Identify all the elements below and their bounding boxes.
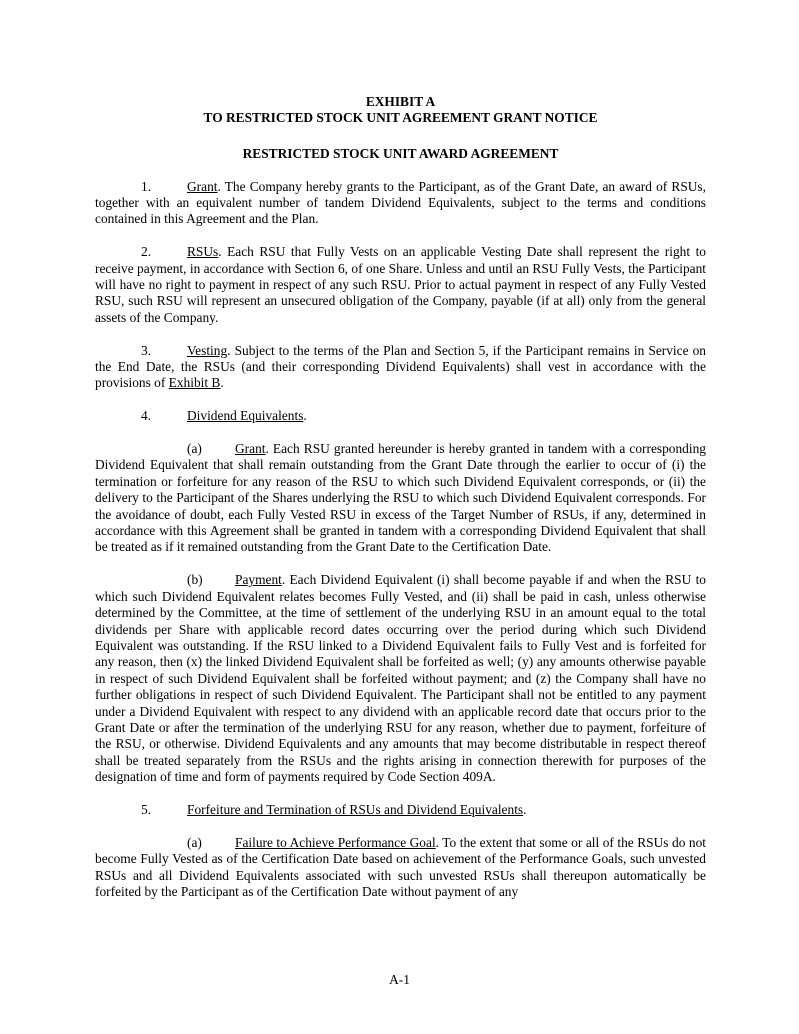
subsection-label: (a): [187, 834, 202, 850]
section-text: . The Company hereby grants to the Participant, as of the Grant Date, an award of RSUs, together with an equivalent number of tandem Dividend Equivalents, subject to the terms and conditions contained in this Agreement and the Plan.: [95, 178, 706, 227]
section-1-grant: [95, 179, 706, 228]
subsection-heading: Grant: [235, 441, 266, 457]
section-4-dividend-equivalents: [95, 408, 706, 424]
section-4a-grant: [95, 441, 706, 556]
section-heading-tail: .: [523, 801, 527, 817]
section-5-forfeiture: [95, 802, 706, 818]
section-heading: RSUs: [187, 244, 219, 260]
section-number: 2.: [141, 244, 152, 260]
section-heading: Dividend Equivalents: [187, 408, 304, 424]
subsection-label: (b): [187, 572, 203, 588]
section-number: 5.: [141, 801, 152, 817]
section-number: 1.: [141, 178, 152, 194]
section-3-vesting: [95, 343, 706, 392]
subsection-text: . Each RSU granted hereunder is hereby granted in tandem with a corresponding Dividend Equivalent that shall remain outstanding from the Grant Date through the earlier to occur of (i) the termination or forfeiture for any reason of the RSU to which such Dividend Equivalent corresponds, or (ii) the delivery to the Participant of the Shares underlying the RSU to which such Dividend Equivalent corresponds. For the avoidance of doubt, each Fully Vested RSU in excess of the Target Number of RSUs, if any, determined in accordance with this Agreement shall be granted in tandem with a corresponding Dividend Equivalent that shall be treated as if it remained outstanding from the Grant Date to the Certification Date.: [95, 441, 706, 555]
exhibit-title: EXHIBIT A: [365, 94, 436, 109]
exhibit-subtitle: TO RESTRICTED STOCK UNIT AGREEMENT GRANT NOTICE: [203, 110, 598, 126]
section-text: . Subject to the terms of the Plan and Section 5, if the Participant remains in Service on the End Date, the RSUs (and their corresponding Dividend Equivalents) shall vest in accordance with the provisions of: [95, 342, 706, 391]
section-2-rsus: [95, 244, 706, 326]
exhibit-b-reference: Exhibit B: [168, 375, 221, 391]
agreement-title: RESTRICTED STOCK UNIT AWARD AGREEMENT: [242, 145, 559, 161]
section-5a-failure: [95, 835, 706, 901]
section-text-tail: .: [220, 375, 224, 391]
section-text: . Each RSU that Fully Vests on an applicable Vesting Date shall represent the right to receive payment, in accordance with Section 6, of one Share. Unless and until an RSU Fully Vests, the Participant will have no right to payment in respect of any such RSU. Prior to actual payment in respect of any Fully Vested RSU, such RSU will represent an unsecured obligation of the Company, payable (if at all) only from the general assets of the Company.: [95, 244, 706, 325]
subsection-text: . Each Dividend Equivalent (i) shall become payable if and when the RSU to which such Dividend Equivalent relates becomes Fully Vested, and (ii) shall be paid in cash, unless otherwise determined by the Committee, at the time of settlement of the underlying RSU in an amount equal to the total dividends per Share with applicable record dates occurring over the period during which such Dividend Equivalent was outstanding. If the RSU linked to a Dividend Equivalent fails to Fully Vest and is forfeited for any reason, then (x) the linked Dividend Equivalent shall be forfeited as well; (y) any amounts otherwise payable in respect of such Dividend Equivalent shall be forfeited without payment; and (z) the Company shall have no further obligations in respect of such Dividend Equivalent. The Participant shall not be entitled to any payment under a Dividend Equivalent with respect to any dividend with an applicable record date that occurs prior to the Grant Date or after the termination of the underlying RSU for any reason, whether due to payment, forfeiture of the RSU, or otherwise. Dividend Equivalents and any amounts that may become distributable in respect thereof shall be treated separately from the RSUs and the rights arising in connection therewith for purposes of the designation of time and form of payments required by Code Section 409A.: [95, 572, 706, 785]
page-number: A-1: [389, 972, 410, 987]
document-page: [95, 94, 706, 900]
section-heading-tail: .: [303, 408, 307, 424]
section-heading: Grant: [187, 178, 218, 194]
section-heading: Forfeiture and Termination of RSUs and Dividend Equivalents: [187, 801, 524, 817]
subsection-text: . To the extent that some or all of the RSUs do not become Fully Vested as of the Certification Date based on achievement of the Performance Goals, such unvested RSUs and all Dividend Equivalents associated with such unvested RSUs shall thereupon automatically be forfeited by the Participant as of the Certification Date without payment of any: [95, 834, 706, 899]
section-4b-payment: [95, 572, 706, 785]
subsection-heading: Payment: [235, 572, 282, 588]
subsection-heading: Failure to Achieve Performance Goal: [235, 834, 436, 850]
subsection-label: (a): [187, 441, 202, 457]
section-heading: Vesting: [187, 342, 228, 358]
section-number: 4.: [141, 408, 152, 424]
section-number: 3.: [141, 342, 152, 358]
